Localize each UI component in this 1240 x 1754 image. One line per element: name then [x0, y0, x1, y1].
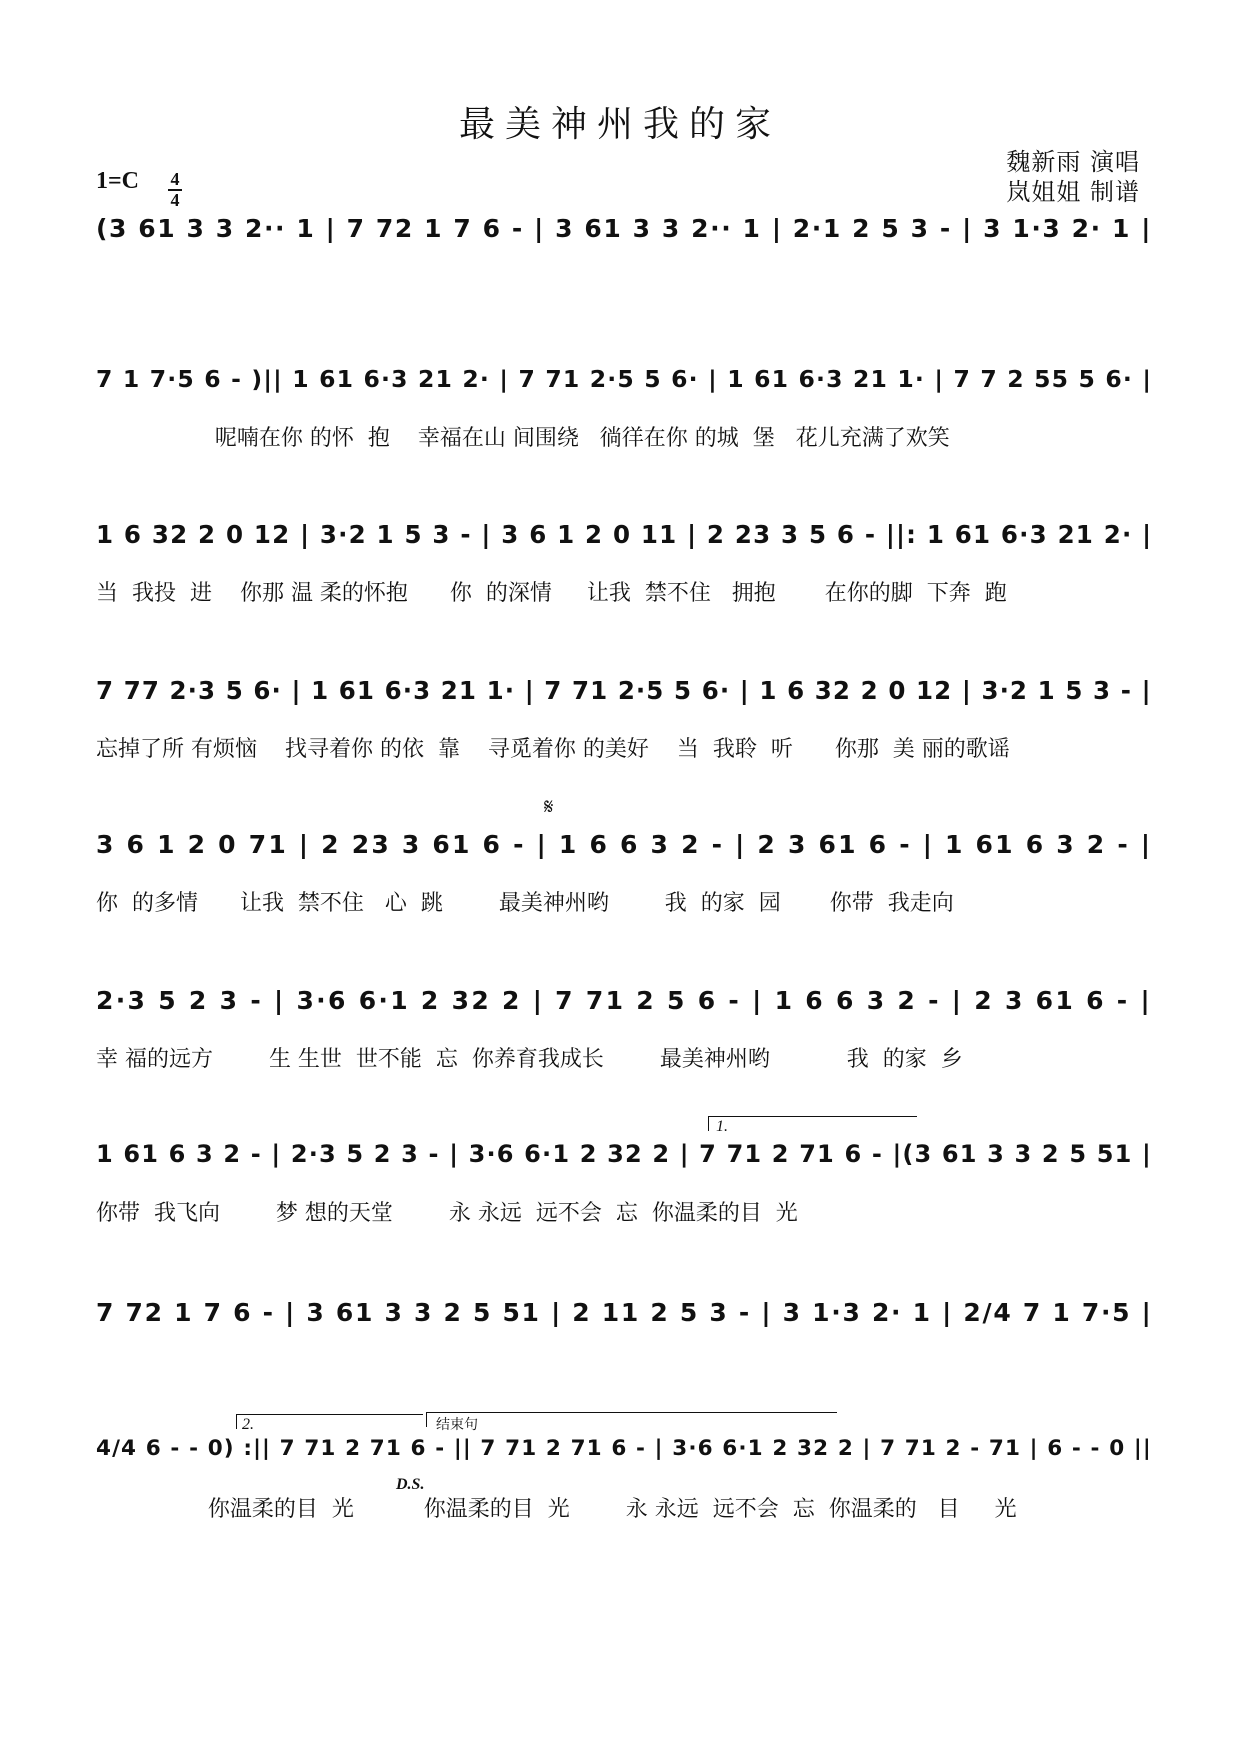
- meter-bottom: 4: [170, 190, 180, 210]
- notation-line: 7 77 2·3 5 6· | 1 61 6·3 21 1· | 7 71 2·5 5 6· | 1 6 32 2 0 12 | 3·2 1 5 3 - |: [96, 676, 1152, 705]
- lyric-line: 你温柔的目 光 你温柔的目 光 永 永远 远不会 忘 你温柔的 目 光: [96, 1497, 1017, 1522]
- meter-top: 4: [170, 169, 180, 189]
- lyric-line: 幸 福的远方 生 生世 世不能 忘 你养育我成长 最美神州哟 我 的家 乡: [96, 1047, 963, 1072]
- notation-line: 2·3 5 2 3 - | 3·6 6·1 2 32 2 | 7 71 2 5 6 - | 1 6 6 3 2 - | 2 3 61 6 - |: [96, 986, 1152, 1015]
- ending-label: 结束句: [436, 1418, 478, 1433]
- ds-mark: D.S.: [396, 1476, 425, 1493]
- volta-1-label: 1.: [716, 1118, 728, 1135]
- arranger-credit: 岚姐姐 制谱: [1006, 178, 1140, 206]
- volta-1-bracket: [708, 1116, 917, 1131]
- volta-2-bracket: [236, 1414, 423, 1429]
- key-signature: 1=C: [96, 168, 140, 194]
- notation-line: 1 6 32 2 0 12 | 3·2 1 5 3 - | 3 6 1 2 0 11 | 2 23 3 5 6 - ||: 1 61 6·3 21 2· |: [96, 520, 1153, 549]
- lyric-line: 你带 我飞向 梦 想的天堂 永 永远 远不会 忘 你温柔的目 光: [96, 1201, 798, 1226]
- singer-credit: 魏新雨 演唱: [1006, 148, 1140, 176]
- ending-bracket: [426, 1412, 837, 1427]
- song-title: 最美神州我的家: [458, 104, 781, 145]
- time-signature: [168, 170, 182, 210]
- notation-line: 7 72 1 7 6 - | 3 61 3 3 2 5 51 | 2 11 2 5 3 - | 3 1·3 2· 1 | 2/4 7 1 7·5 |: [96, 1298, 1153, 1327]
- notation-line: 1 61 6 3 2 - | 2·3 5 2 3 - | 3·6 6·1 2 32 2 | 7 71 2 71 6 - |(3 61 3 3 2 5 51 |: [96, 1140, 1152, 1168]
- notation-line: 3 6 1 2 0 71 | 2 23 3 61 6 - | 1 6 6 3 2 - | 2 3 61 6 - | 1 61 6 3 2 - |: [96, 830, 1153, 859]
- volta-2-label: 2.: [242, 1416, 254, 1433]
- lyric-line: 呢喃在你 的怀 抱 幸福在山 间围绕 徜徉在你 的城 堡 花儿充满了欢笑: [96, 426, 950, 451]
- lyric-line: 当 我投 进 你那 温 柔的怀抱 你 的深情 让我 禁不住 拥抱 在你的脚 下奔 跑: [96, 581, 1007, 606]
- lyric-line: 忘掉了所 有烦恼 找寻着你 的依 靠 寻觅着你 的美好 当 我聆 听 你那 美 丽的歌谣: [96, 737, 1010, 762]
- notation-line: 4/4 6 - - 0) :|| 7 71 2 71 6 - || 7 71 2 71 6 - | 3·6 6·1 2 32 2 | 7 71 2 - 71 | 6 - - 0 ||: [96, 1436, 1152, 1461]
- notation-line: (3 61 3 3 2·· 1 | 7 72 1 7 6 - | 3 61 3 3 2·· 1 | 2·1 2 5 3 - | 3 1·3 2· 1 |: [96, 214, 1152, 243]
- notation-line: 7 1 7·5 6 - )|| 1 61 6·3 21 2· | 7 71 2·5 5 6· | 1 61 6·3 21 1· | 7 7 2 55 5 6· |: [96, 365, 1153, 393]
- lyric-line: 你 的多情 让我 禁不住 心 跳 最美神州哟 我 的家 园 你带 我走向: [96, 891, 954, 916]
- segno-sign: 𝄋: [544, 794, 554, 819]
